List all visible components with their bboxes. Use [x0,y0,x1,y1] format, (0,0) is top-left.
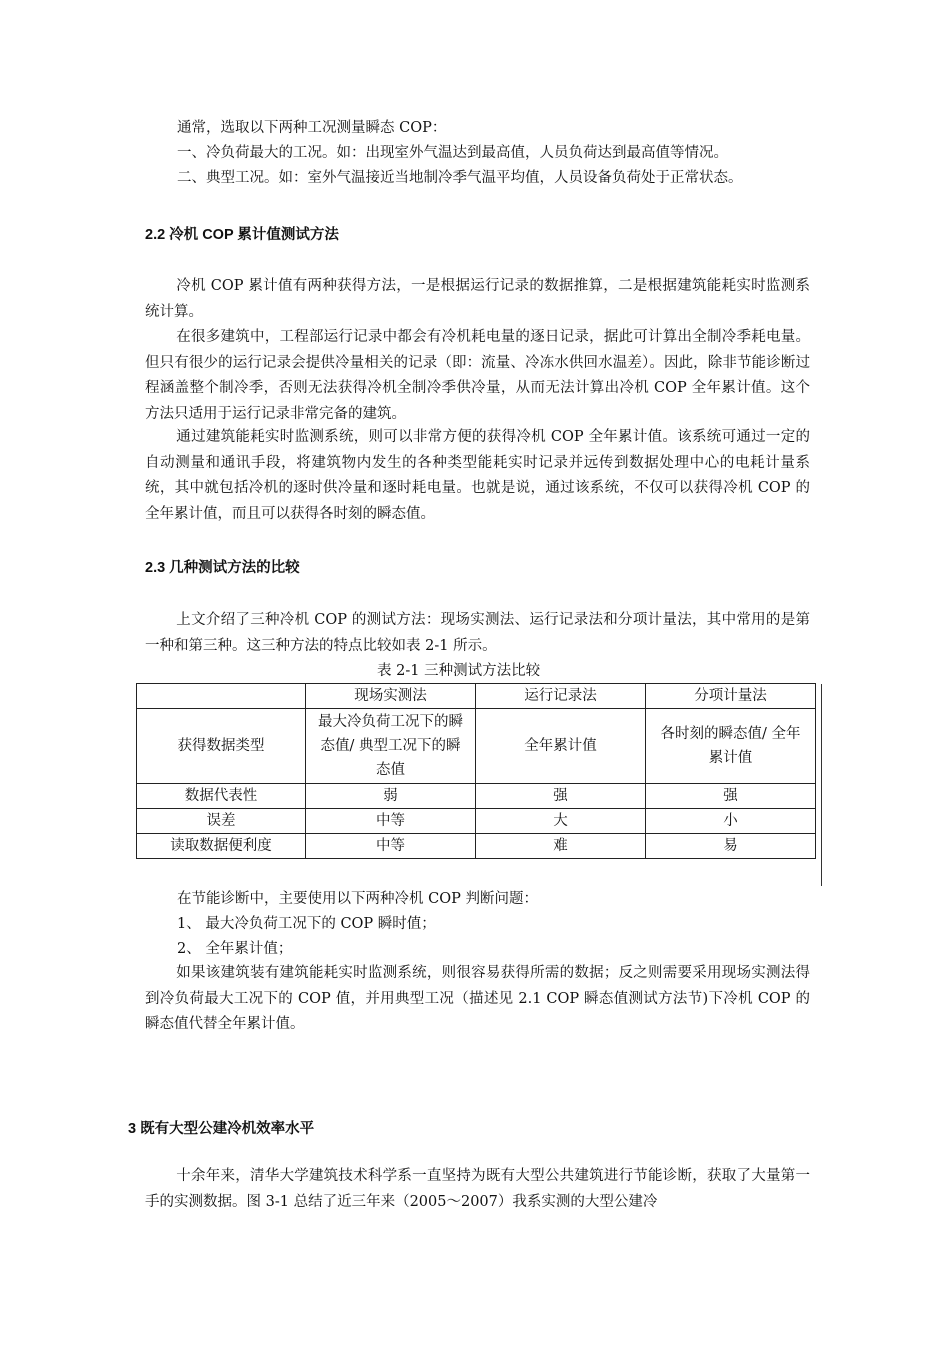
table-cell: 大 [476,809,646,834]
table-cell: 全年累计值 [476,709,646,784]
table-header-cell: 现场实测法 [306,684,476,709]
list-item-2: 2、 全年累计值； [177,941,293,957]
intro-line-2: 一、冷负荷最大的工况。如：出现室外气温达到最高值，人员负荷达到最高值等情况。 [177,145,728,161]
table-cell: 误差 [137,809,306,834]
intro-line-3: 二、典型工况。如：室外气温接近当地制冷季气温平均值，人员设备负荷处于正常状态。 [177,170,743,186]
table-row [137,709,816,784]
table-cell: 读取数据便利度 [137,834,306,859]
table-row [137,834,816,859]
section-3-paragraph-1: 十余年来，清华大学建筑技术科学系一直坚持为既有大型公共建筑进行节能诊断，获取了大量第一手的实测数据。图 3-1 总结了近三年来（2005～2007）我系实测的大型公建冷 [145,1168,810,1210]
table-header-cell [137,684,306,709]
section-2-2-paragraph-3: 通过建筑能耗实时监测系统，则可以非常方便的获得冷机 COP 全年累计值。该系统可通过一定的自动测量和通讯手段，将建筑物内发生的各种类型能耗实时记录并远传到数据处理中心的电耗计量系统，其中就包括冷机的逐时供冷量和逐时耗电量。也就是说，通过该系统，不仅可以获得冷机 COP 的全年累计值，而且可以获得各时刻的瞬态值。 [145,429,810,522]
section-2-3-paragraph-1: 上文介绍了三种冷机 COP 的测试方法：现场实测法、运行记录法和分项计量法，其中常用的是第一种和第三种。这三种方法的特点比较如表 2-1 所示。 [145,612,810,654]
table-cell: 中等 [306,809,476,834]
table-header-cell: 运行记录法 [476,684,646,709]
table-cell: 弱 [306,784,476,809]
table-row [137,809,816,834]
list-item-1: 1、 最大冷负荷工况下的 COP 瞬时值； [177,916,436,932]
table-caption: 表 2-1 三种测试方法比较 [377,663,541,679]
table-cell: 易 [646,834,816,859]
table-cell: 难 [476,834,646,859]
section-2-3-paragraph-2: 如果该建筑装有建筑能耗实时监测系统，则很容易获得所需的数据；反之则需要采用现场实测法得到冷负荷最大工况下的 COP 值，并用典型工况（描述见 2.1 COP 瞬态值测试方法节)下冷机 COP 的瞬态值代替全年累计值。 [145,965,810,1033]
comparison-table [136,683,816,859]
table-header-row [137,684,816,709]
section-2-2-paragraph-2: 在很多建筑中，工程部运行记录中都会有冷机耗电量的逐日记录，据此可计算出全制冷季耗电量。但只有很少的运行记录会提供冷量相关的记录（即：流量、冷冻水供回水温差）。因此，除非节能诊断过程涵盖整个制冷季，否则无法获得冷机全制冷季供冷量，从而无法计算出冷机 COP 全年累计值。这个方法只适用于运行记录非常完备的建筑。 [145,329,810,422]
table-cell: 强 [476,784,646,809]
table-cell: 各时刻的瞬态值/ 全年累计值 [646,709,816,784]
section-3-heading: 3 既有大型公建冷机效率水平 [128,1121,315,1137]
section-2-2-paragraph-1: 冷机 COP 累计值有两种获得方法，一是根据运行记录的数据推算，二是根据建筑能耗实时监测系统计算。 [145,278,810,320]
after-table-line-1: 在节能诊断中，主要使用以下两种冷机 COP 判断问题： [177,891,538,907]
table-cell: 最大冷负荷工况下的瞬态值/ 典型工况下的瞬态值 [306,709,476,784]
table-edge-rule [821,684,822,886]
table-row [137,784,816,809]
section-2-3-heading: 2.3 几种测试方法的比较 [145,560,300,576]
table-header-cell: 分项计量法 [646,684,816,709]
section-2-2-heading: 2.2 冷机 COP 累计值测试方法 [145,227,339,243]
table-cell: 获得数据类型 [137,709,306,784]
table-cell: 强 [646,784,816,809]
intro-line-1: 通常，选取以下两种工况测量瞬态 COP： [177,120,447,136]
table-cell: 小 [646,809,816,834]
table-cell: 数据代表性 [137,784,306,809]
table-cell: 中等 [306,834,476,859]
